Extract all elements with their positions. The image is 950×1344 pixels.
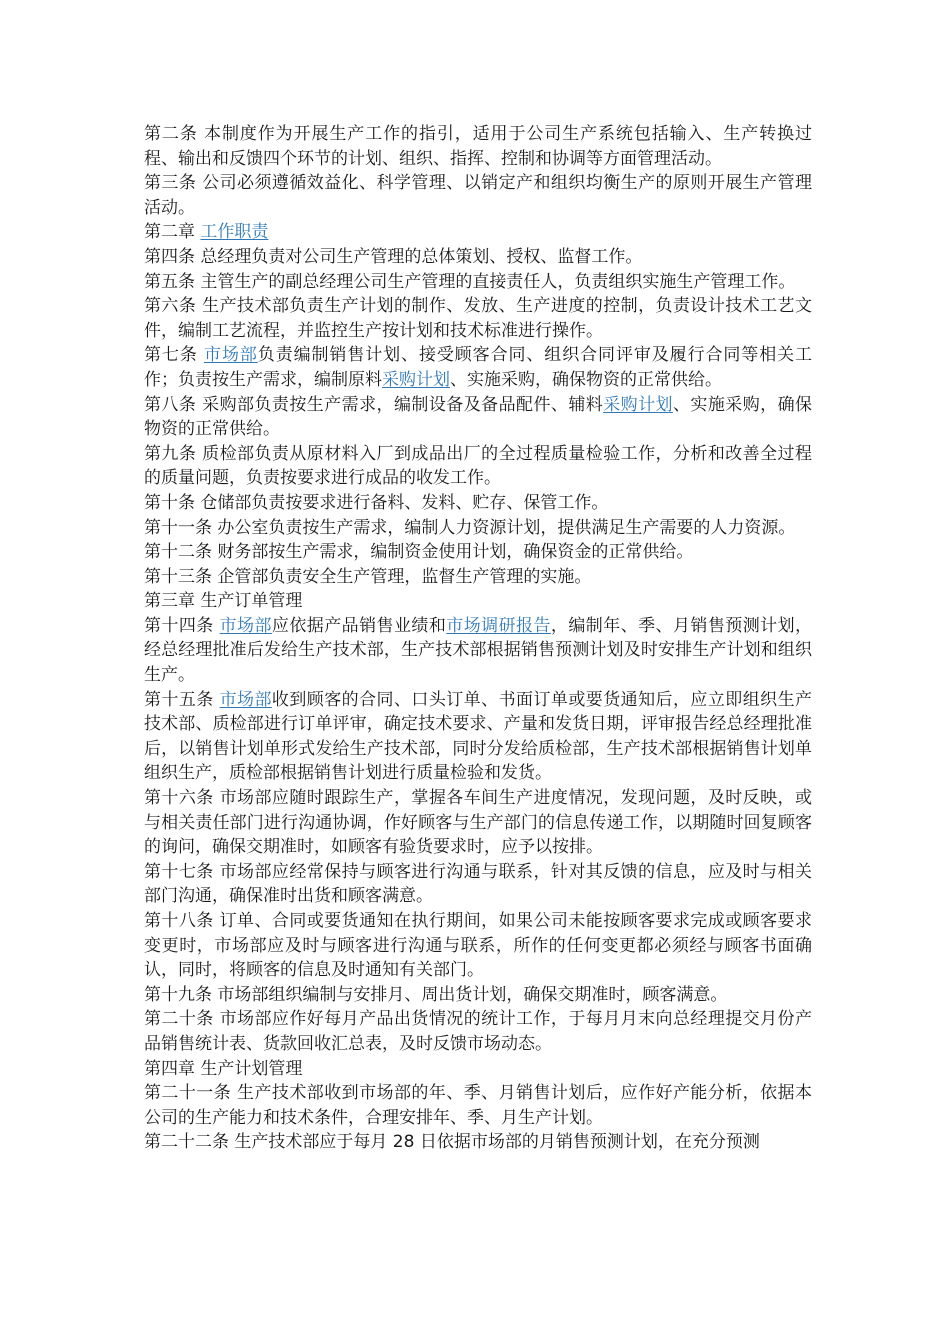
paragraph [144, 786, 812, 860]
text-segment: 第十一条 办公室负责按生产需求，编制人力资源计划，提供满足生产需要的人力资源。 [144, 517, 796, 538]
hyperlink[interactable]: 市场部 [219, 615, 272, 636]
text-segment: 第八条 采购部负责按生产需求，编制设备及备品配件、辅料 [144, 394, 604, 415]
paragraph [144, 909, 812, 983]
paragraph [144, 589, 812, 614]
paragraph [144, 516, 812, 541]
paragraph [144, 393, 812, 442]
text-segment: 第五条 主管生产的副总经理公司生产管理的直接责任人，负责组织实施生产管理工作。 [144, 271, 796, 292]
text-segment: 第三章 生产订单管理 [144, 591, 303, 612]
paragraph [144, 1057, 812, 1082]
text-segment: 第二条 本制度作为开展生产工作的指引，适用于公司生产系统包括输入、生产转换过程、输出和反馈四个环节的计划、组织、指挥、控制和协调等方面管理活动。 [144, 124, 812, 169]
text-segment: 第四条 总经理负责对公司生产管理的总体策划、授权、监督工作。 [144, 246, 643, 267]
paragraph [144, 540, 812, 565]
text-segment: ，编制年、季、月销售预测计划，经总经理批准后发给生产技术部，生产技术部根据销售预测计划及时安排生产计划和组织生产。 [144, 615, 813, 686]
paragraph [144, 220, 812, 245]
text-segment: 收到顾客的合同、口头订单、书面订单或要货通知后，应立即组织生产技术部、质检部进行订单评审，确定技术要求、产量和发货日期，评审报告经总经理批准后，以销售计划单形式发给生产技术部，同时分发给质检部，生产技术部根据销售计划单组织生产，质检部根据销售计划进行质量检验和发货。 [144, 689, 813, 784]
text-segment: 第七条 [144, 345, 205, 366]
hyperlink[interactable]: 采购计划 [382, 369, 450, 390]
text-segment: 第二十条 市场部应作好每月产品出货情况的统计工作，于每月月末向总经理提交月份产品销售统计表、货款回收汇总表，及时反馈市场动态。 [144, 1009, 812, 1054]
text-segment: 第十八条 订单、合同或要货通知在执行期间，如果公司未能按顾客要求完成或顾客要求变更时，市场部应及时与顾客进行沟通与联系，所作的任何变更都必须经与顾客书面确认，同时，将顾客的信息及时通知有关部门。 [144, 911, 812, 981]
paragraph [144, 688, 812, 786]
text-segment: 负责编制销售计划、接受顾客合同、组织合同评审及履行合同等相关工作；负责按生产需求，编制原料 [144, 345, 813, 390]
paragraph [144, 1081, 812, 1130]
paragraph [144, 1130, 812, 1155]
text-segment: 第十六条 市场部应随时跟踪生产，掌握各车间生产进度情况，发现问题，及时反映，或与相关责任部门进行沟通协调，作好顾客与生产部门的信息传递工作，以期随时回复顾客的询问，确保交期准时，如顾客有验货要求时，应予以按排。 [144, 788, 812, 858]
paragraph [144, 294, 812, 343]
text-segment: 第十五条 [144, 689, 220, 710]
text-segment: 第十二条 财务部按生产需求，编制资金使用计划，确保资金的正常供给。 [144, 542, 694, 563]
hyperlink[interactable]: 市场调研报告 [446, 615, 551, 636]
text-segment: 、实施采购，确保物资的正常供给。 [144, 394, 813, 440]
paragraph [144, 1007, 812, 1056]
paragraph [144, 860, 812, 909]
paragraph [144, 442, 812, 491]
text-segment: 第二十二条 生产技术部应于每月 28 日依据市场部的月销售预测计划，在充分预测 [144, 1132, 760, 1153]
paragraph [144, 343, 812, 392]
hyperlink[interactable]: 市场部 [219, 689, 272, 710]
text-segment: 第十三条 企管部负责安全生产管理，监督生产管理的实施。 [144, 566, 592, 587]
text-segment: 第二章 [144, 222, 201, 243]
text-segment: 第六条 生产技术部负责生产计划的制作、发放、生产进度的控制，负责设计技术工艺文件，编制工艺流程，并监控生产按计划和技术标准进行操作。 [144, 296, 812, 341]
text-segment: 第十四条 [144, 615, 220, 636]
paragraph [144, 614, 812, 688]
text-segment: 第三条 公司必须遵循效益化、科学管理、以销定产和组织均衡生产的原则开展生产管理活动。 [144, 173, 812, 218]
document-body [144, 122, 812, 1155]
text-segment: 第二十一条 生产技术部收到市场部的年、季、月销售计划后，应作好产能分析，依据本公司的生产能力和技术条件，合理安排年、季、月生产计划。 [144, 1083, 812, 1128]
paragraph [144, 270, 812, 295]
text-segment: 应依据产品销售业绩和 [271, 615, 447, 636]
paragraph [144, 245, 812, 270]
hyperlink[interactable]: 工作职责 [200, 222, 269, 243]
text-segment: 第四章 生产计划管理 [144, 1058, 303, 1079]
paragraph [144, 122, 812, 171]
hyperlink[interactable]: 市场部 [204, 345, 258, 366]
text-segment: 第九条 质检部负责从原材料入厂到成品出厂的全过程质量检验工作，分析和改善全过程的质量问题，负责按要求进行成品的收发工作。 [144, 443, 812, 489]
paragraph [144, 565, 812, 590]
paragraph [144, 983, 812, 1008]
text-segment: 第十九条 市场部组织编制与安排月、周出货计划，确保交期准时，顾客满意。 [144, 984, 728, 1005]
hyperlink[interactable]: 采购计划 [603, 394, 673, 415]
paragraph [144, 491, 812, 516]
text-segment: 第十七条 市场部应经常保持与顾客进行沟通与联系，针对其反馈的信息，应及时与相关部门沟通，确保准时出货和顾客满意。 [144, 861, 812, 907]
text-segment: 、实施采购，确保物资的正常供给。 [450, 369, 722, 390]
paragraph [144, 171, 812, 220]
text-segment: 第十条 仓储部负责按要求进行备料、发料、贮存、保管工作。 [144, 492, 609, 513]
